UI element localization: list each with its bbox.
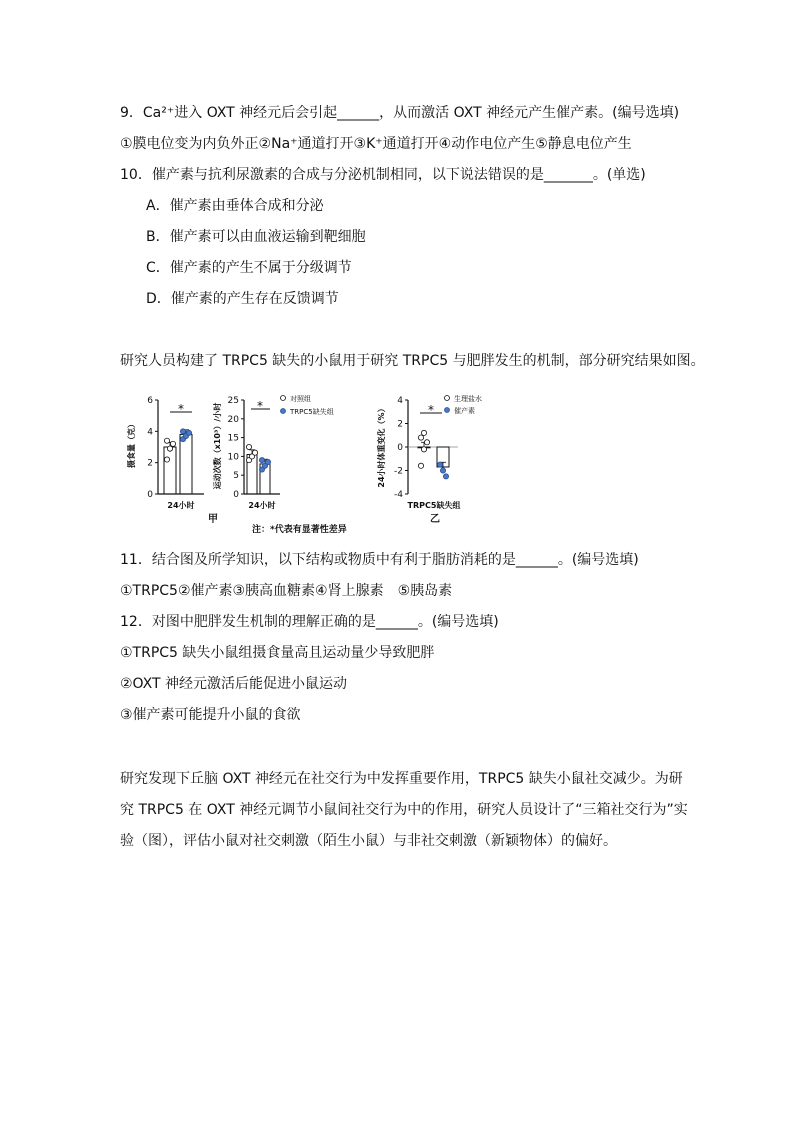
q10-choice-b: B．催产素可以由血液运输到靶细胞 bbox=[146, 229, 366, 245]
weight-tick-label-1: -2 bbox=[394, 466, 403, 477]
legend-trpc5-label: TRPC5缺失组 bbox=[290, 408, 334, 416]
intro-paragraph-2-line-3: 验（图），评估小鼠对社交刺激（陌生小鼠）与非社交刺激（新颖物体）的偏好。 bbox=[120, 833, 617, 849]
q12-item-2: ②OXT 神经元激活后能促进小鼠运动 bbox=[120, 676, 348, 692]
panel-label-yi: 乙 bbox=[430, 514, 440, 525]
activity-tick-label-0: 0 bbox=[233, 490, 239, 500]
food-tick-label-1: 2 bbox=[147, 458, 153, 469]
activity-tick-label-4: 20 bbox=[227, 414, 239, 425]
q10-choice-c: C．催产素的产生不属于分级调节 bbox=[146, 260, 352, 276]
legend-saline-marker bbox=[445, 396, 450, 401]
activity-tick-label-2: 10 bbox=[227, 452, 239, 463]
weight-sig-star: * bbox=[428, 403, 434, 417]
food-point-0-3 bbox=[164, 438, 169, 443]
weight-point-0-4 bbox=[421, 430, 426, 435]
activity-tick-label-5: 25 bbox=[227, 396, 239, 406]
food-point-1-2 bbox=[186, 430, 191, 435]
weight-tick-label-3: 2 bbox=[397, 419, 403, 430]
activity-point-0-3 bbox=[246, 444, 251, 449]
activity-point-1-2 bbox=[265, 459, 270, 464]
results-figure bbox=[120, 386, 520, 546]
q12-stem: 12．对图中肥胖发生机制的理解正确的是______。(编号选填) bbox=[120, 614, 499, 630]
food-tick-label-0: 0 bbox=[147, 490, 153, 500]
figure-note: 注：*代表有显著性差异 bbox=[252, 525, 347, 535]
intro-paragraph-2-line-2: 究 TRPC5 在 OXT 神经元调节小鼠间社交行为中的作用，研究人员设计了“三箱社交行为”实 bbox=[120, 802, 688, 818]
weight-point-0-0 bbox=[418, 463, 423, 468]
food-x-category: 24小时 bbox=[167, 501, 195, 510]
weight-point-0-2 bbox=[424, 440, 429, 445]
chart-food-intake bbox=[126, 396, 204, 510]
food-point-0-1 bbox=[167, 446, 172, 451]
food-tick-label-2: 4 bbox=[147, 427, 153, 438]
weight-point-0-3 bbox=[418, 435, 423, 440]
weight-tick-label-2: 0 bbox=[397, 443, 403, 453]
chart-activity bbox=[212, 394, 334, 510]
activity-y-ticks bbox=[228, 396, 244, 500]
q10-choice-d: D．催产素的产生存在反馈调节 bbox=[146, 291, 339, 307]
weight-ylabel: 24小时体重变化（%） bbox=[377, 404, 386, 488]
activity-x-category: 24小时 bbox=[248, 501, 276, 510]
activity-sig-star: * bbox=[257, 399, 263, 413]
weight-point-1-2 bbox=[443, 474, 448, 479]
food-bar-0 bbox=[164, 447, 176, 494]
q9-stem: 9．Ca²⁺进入 OXT 神经元后会引起______，从而激活 OXT 神经元产生催产素。(编号选填) bbox=[120, 105, 680, 121]
food-point-0-2 bbox=[170, 441, 175, 446]
activity-ylabel: 运动次数（x10³）/小时 bbox=[213, 402, 222, 490]
weight-y-ticks bbox=[394, 396, 408, 500]
figure-svg bbox=[120, 386, 520, 546]
q11-options: ①TRPC5②催产素③胰高血糖素④肾上腺素 ⑤胰岛素 bbox=[120, 583, 453, 599]
activity-tick-label-1: 5 bbox=[233, 471, 239, 482]
activity-tick-label-3: 15 bbox=[227, 433, 239, 444]
weight-x-category: TRPC5缺失组 bbox=[407, 501, 461, 510]
weight-point-1-1 bbox=[440, 468, 445, 473]
intro-paragraph-1: 研究人员构建了 TRPC5 缺失的小鼠用于研究 TRPC5 与肥胖发生的机制，部分研究结果如图。 bbox=[120, 353, 705, 369]
weight-point-1-0 bbox=[437, 462, 442, 467]
activity-point-1-3 bbox=[259, 458, 264, 463]
food-point-1-3 bbox=[180, 429, 185, 434]
weight-tick-label-0: -4 bbox=[394, 490, 403, 500]
intro-paragraph-2-line-1: 研究发现下丘脑 OXT 神经元在社交行为中发挥重要作用，TRPC5 缺失小鼠社交减少。为研 bbox=[120, 771, 683, 787]
food-point-0-0 bbox=[164, 457, 169, 462]
legend-oxytocin-label: 催产素 bbox=[454, 407, 475, 415]
food-bar-1 bbox=[180, 434, 192, 494]
weight-tick-label-4: 4 bbox=[397, 396, 403, 406]
weight-point-0-1 bbox=[421, 447, 426, 452]
q11-stem: 11．结合图及所学知识，以下结构或物质中有利于脂肪消耗的是______。(编号选填) bbox=[120, 552, 639, 568]
legend-saline-label: 生理盐水 bbox=[454, 395, 482, 403]
food-sig-star: * bbox=[178, 402, 184, 416]
q12-item-3: ③催产素可能提升小鼠的食欲 bbox=[120, 707, 301, 723]
chart-weight-change bbox=[376, 394, 482, 510]
activity-point-0-2 bbox=[252, 450, 257, 455]
q10-stem: 10．催产素与抗利尿激素的合成与分泌机制相同，以下说法错误的是_______。(单选) bbox=[120, 167, 646, 183]
q12-item-1: ①TRPC5 缺失小鼠组摄食量高且运动量少导致肥胖 bbox=[120, 645, 435, 661]
q10-choice-a: A．催产素由垂体合成和分泌 bbox=[146, 198, 324, 214]
weight-bars bbox=[408, 430, 458, 479]
legend-trpc5-marker bbox=[281, 409, 286, 414]
legend-oxytocin-marker bbox=[445, 408, 450, 413]
q9-options: ①膜电位变为内负外正②Na⁺通道打开③K⁺通道打开④动作电位产生⑤静息电位产生 bbox=[120, 136, 632, 152]
legend-control-label: 对照组 bbox=[290, 395, 311, 403]
food-bars bbox=[164, 429, 192, 494]
food-y-ticks bbox=[147, 396, 158, 500]
activity-bars bbox=[246, 444, 270, 494]
panel-label-jia: 甲 bbox=[208, 514, 218, 525]
legend-control-marker bbox=[281, 396, 286, 401]
food-tick-label-3: 6 bbox=[147, 396, 153, 406]
food-ylabel: 摄食量（克） bbox=[127, 420, 136, 468]
